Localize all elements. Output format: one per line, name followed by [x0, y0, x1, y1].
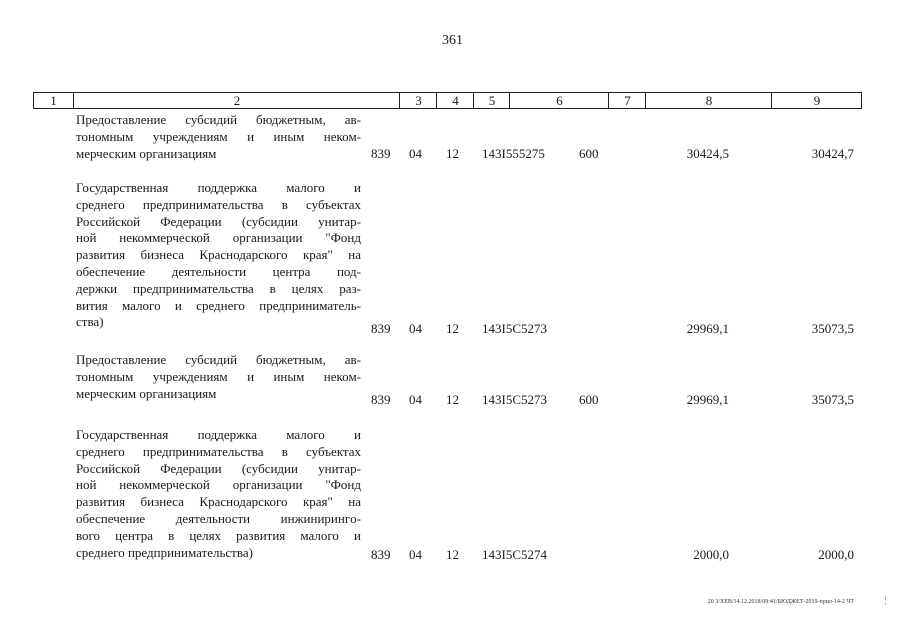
description-line: обеспечение деятельности инжинирингo- [76, 510, 361, 526]
row-description [76, 180, 361, 331]
description-line: Российской Федерации (субсидии унитар- [76, 460, 361, 476]
description-line: обеспечение деятельности центра под- [76, 263, 361, 279]
cell-amount-col9: 35073,5 [811, 392, 854, 407]
cell-amount-col8: 29969,1 [686, 392, 729, 407]
table-header-row [33, 92, 862, 109]
cell-ministry-code: 839 [371, 146, 391, 161]
description-line: держки предпринимательства в целях раз- [76, 280, 361, 296]
row-description [76, 352, 361, 402]
header-col-8: 8 [645, 93, 772, 108]
cell-amount-col9: 2000,0 [818, 547, 854, 562]
header-col-5: 5 [473, 93, 510, 108]
header-col-7: 7 [608, 93, 646, 108]
header-col-6: 6 [509, 93, 609, 108]
description-line: Государственная поддержка малого и [76, 180, 361, 195]
edge-mark: -- - [882, 596, 890, 605]
description-line: развития бизнеса Краснодарского края" на [76, 494, 361, 510]
cell-ministry-code: 839 [371, 392, 391, 407]
page-number: 361 [442, 33, 463, 48]
description-line: ной некоммерческой организации "Фонд [76, 477, 361, 493]
cell-amount-col9: 35073,5 [811, 321, 854, 336]
description-line: мерческим организациям [76, 385, 217, 401]
description-line: развития бизнеса Краснодарского края" на [76, 247, 361, 263]
description-line: вого центра в целях развития малого и [76, 527, 361, 543]
cell-subsection: 12 [446, 321, 459, 336]
cell-amount-col8: 2000,0 [693, 547, 729, 562]
cell-target-article: 143I555275 [482, 146, 545, 161]
cell-target-article: 143I5C5273 [482, 321, 547, 336]
description-line: среднего предпринимательства) [76, 544, 253, 560]
description-line: мерческим организациям [76, 145, 217, 161]
cell-subsection: 12 [446, 547, 459, 562]
cell-ministry-code: 839 [371, 547, 391, 562]
description-line: Предоставление субсидий бюджетным, ав- [76, 352, 361, 367]
description-line: Государственная поддержка малого и [76, 427, 361, 442]
cell-section: 04 [409, 547, 422, 562]
cell-section: 04 [409, 146, 422, 161]
description-line: Российской Федерации (субсидии унитар- [76, 213, 361, 229]
description-line: среднего предпринимательства в субъектах [76, 196, 361, 212]
cell-target-article: 143I5C5274 [482, 547, 547, 562]
description-line: тономным учреждениям и иным неком- [76, 368, 361, 384]
cell-amount-col9: 30424,7 [811, 146, 854, 161]
description-line: ства) [76, 314, 104, 330]
row-description [76, 427, 361, 561]
header-col-4: 4 [436, 93, 474, 108]
cell-amount-col8: 30424,5 [686, 146, 729, 161]
header-col-9: 9 [771, 93, 862, 108]
row-description [76, 112, 361, 162]
cell-expense-type: 600 [579, 146, 599, 161]
cell-expense-type: 600 [579, 392, 599, 407]
cell-target-article: 143I5C5273 [482, 392, 547, 407]
cell-ministry-code: 839 [371, 321, 391, 336]
cell-section: 04 [409, 321, 422, 336]
description-line: вития малого и среднего предприниматель- [76, 297, 361, 313]
description-line: тономным учреждениям и иным неком- [76, 128, 361, 144]
cell-section: 04 [409, 392, 422, 407]
cell-amount-col8: 29969,1 [686, 321, 729, 336]
cell-subsection: 12 [446, 146, 459, 161]
cell-subsection: 12 [446, 392, 459, 407]
header-col-3: 3 [399, 93, 437, 108]
description-line: среднего предпринимательства в субъектах [76, 443, 361, 459]
description-line: ной некоммерческой организации "Фонд [76, 230, 361, 246]
document-footer-code: 20 3/XEB/14.12.2018/09:41/БЮДЖЕТ-2019-прил-14-2 ЧТ [707, 599, 854, 605]
description-line: Предоставление субсидий бюджетным, ав- [76, 112, 361, 127]
header-col-1: 1 [50, 93, 57, 108]
header-col-2: 2 [73, 93, 400, 108]
